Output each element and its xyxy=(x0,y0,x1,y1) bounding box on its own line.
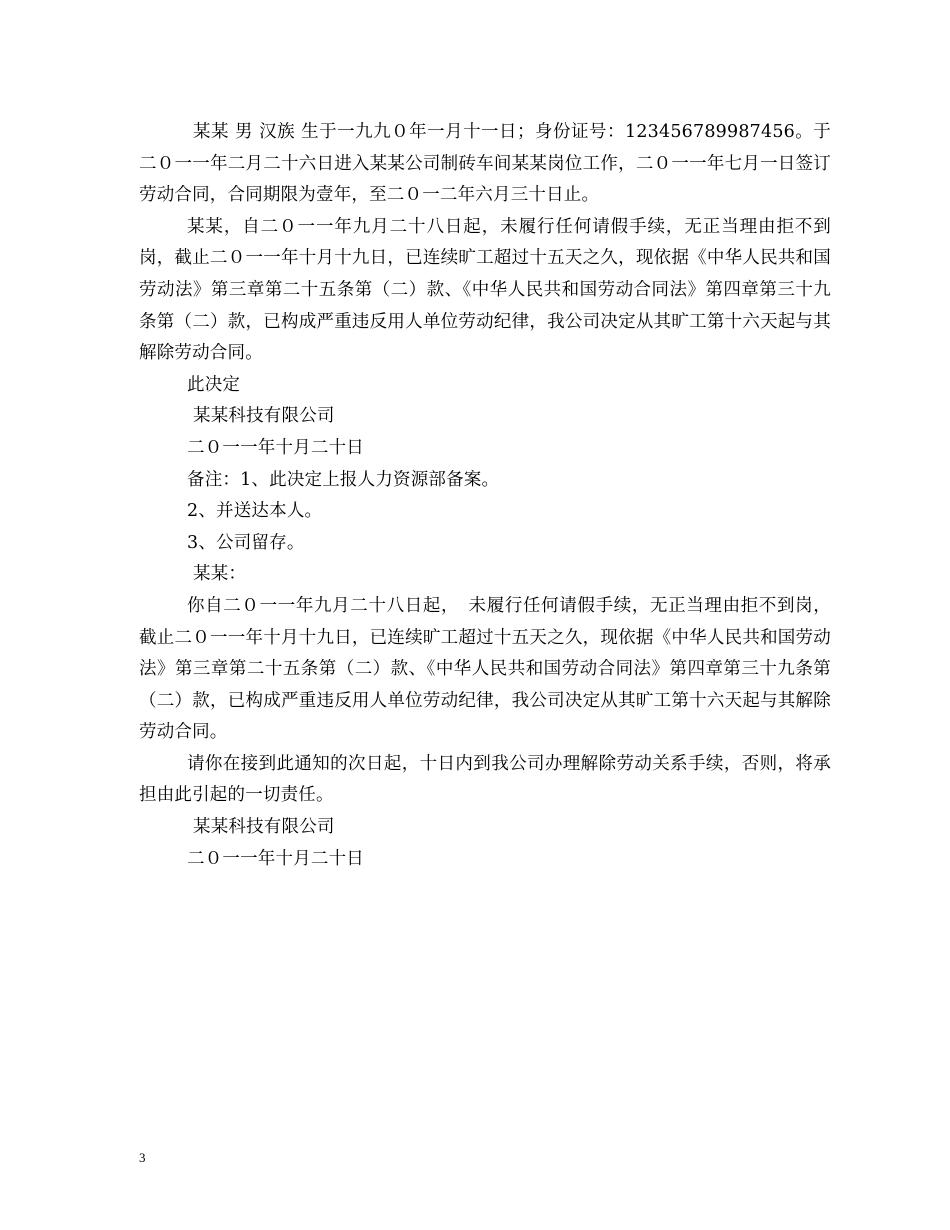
paragraph-hereby-decided: 此决定 xyxy=(187,374,241,395)
paragraph-company-name: 某某科技有限公司 xyxy=(193,406,335,427)
paragraph-signature-date: 二０一一年十月二十日 xyxy=(187,848,364,869)
page-number: 3 xyxy=(139,1150,146,1165)
paragraph-remark-2: 2、并送达本人。 xyxy=(187,501,323,522)
paragraph-remark-1: 备注：1、此决定上报人力资源部备案。 xyxy=(187,469,500,490)
paragraph-remark-3: 3、公司留存。 xyxy=(187,532,305,553)
paragraph-addressee: 某某： xyxy=(193,564,247,585)
paragraph-absence-decision: 某某，自二０一一年九月二十八日起，未履行任何请假手续，无正当理由拒不到岗，截止二０一一年十月十九日，已连续旷工超过十五天之久，现依据《中华人民共和国劳动法》第三章第二十五条第（二）款、《中华人民共和国劳动合同法》第四章第三十九条第（二）款，已构成严重违反用人单位劳动纪律，我公司决定从其旷工第十六天起与其解除劳动合同。 xyxy=(139,216,831,364)
paragraph-notice-body: 你自二０一一年九月二十八日起， 未履行任何请假手续，无正当理由拒不到岗，截止二０一一年十月十九日，已连续旷工超过十五天之久，现依据《中华人民共和国劳动法》第三章第二十五条第（二）款、《中华人民共和国劳动合同法》第四章第三十九条第（二）款，已构成严重违反用人单位劳动纪律，我公司决定从其旷工第十六天起与其解除劳动合同。 xyxy=(139,595,831,743)
paragraph-personal-info: 某某 男 汉族 生于一九九０年一月十一日；身份证号：123456789987456。于二０一一年二月二十六日进入某某公司制砖车间某某岗位工作，二０一一年七月一日签订劳动合同，合同期限为壹年，至二０一二年六月三十日止。 xyxy=(139,122,831,206)
paragraph-company-name-signature: 某某科技有限公司 xyxy=(193,817,335,838)
document-body xyxy=(139,117,831,875)
paragraph-notice-instruction: 请你在接到此通知的次日起，十日内到我公司办理解除劳动关系手续，否则，将承担由此引起的一切责任。 xyxy=(139,753,831,806)
paragraph-date: 二０一一年十月二十日 xyxy=(187,437,364,458)
